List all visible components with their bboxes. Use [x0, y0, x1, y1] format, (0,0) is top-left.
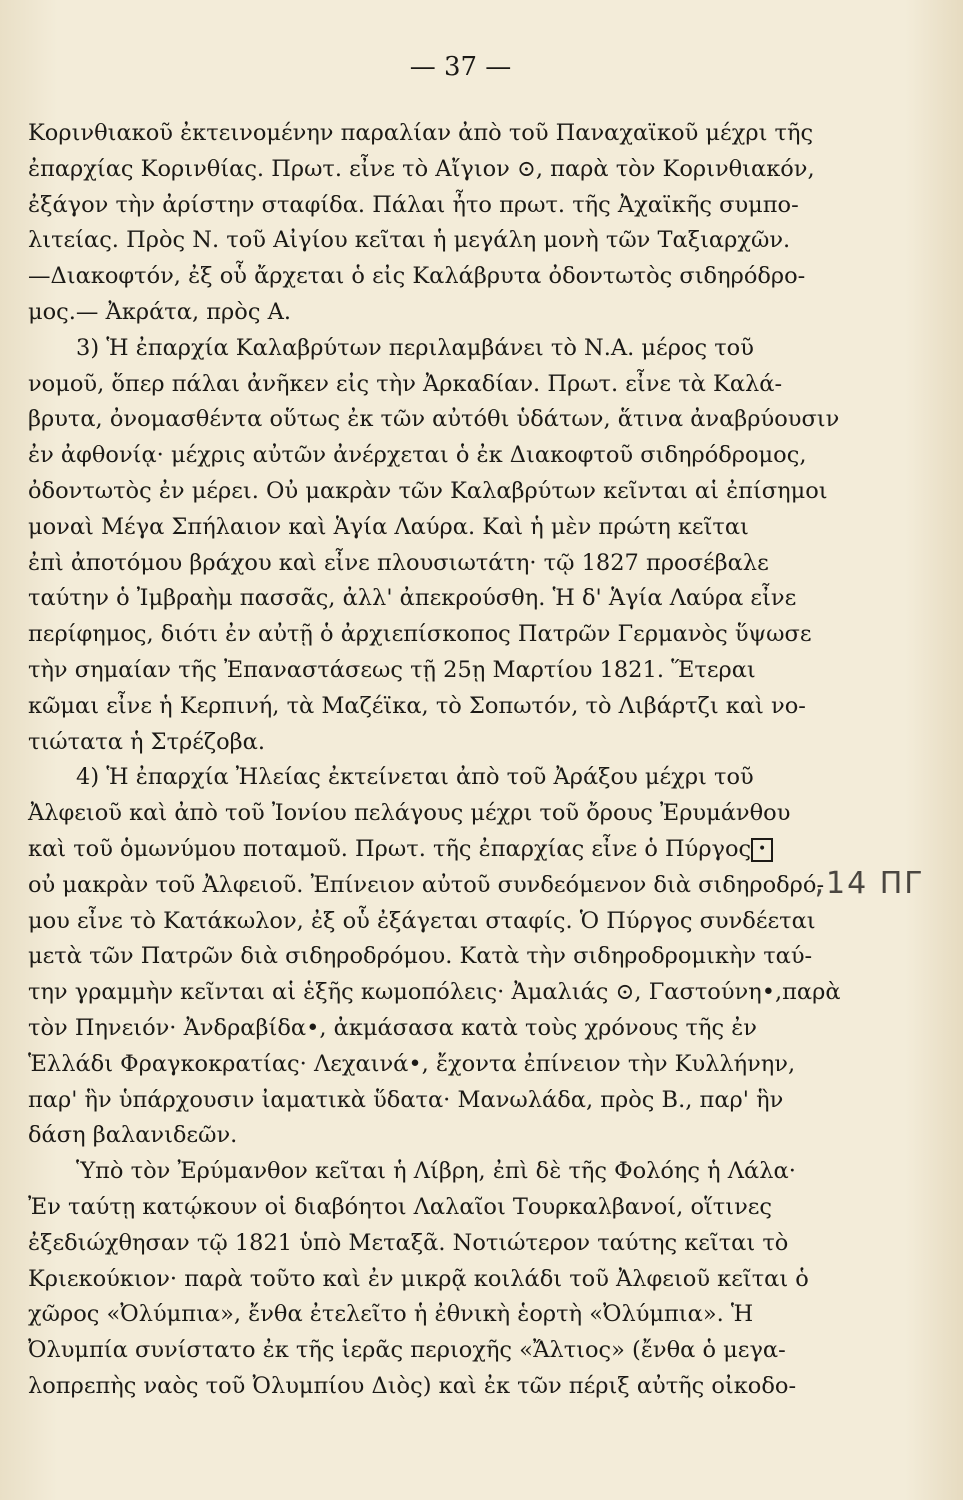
text-line: μου εἶνε τὸ Κατάκωλον, ἐξ οὗ ἐξάγεται σταφίς. Ὁ Πύργος συνδέεται: [28, 907, 816, 934]
text-line: κῶμαι εἶνε ἡ Κερπινή, τὰ Μαζέϊκα, τὸ Σοπωτόν, τὸ Λιβάρτζι καὶ νο-: [28, 692, 806, 719]
text-line: Κορινθιακοῦ ἐκτεινομένην παραλίαν ἀπὸ τοῦ Παναχαϊκοῦ μέχρι τῆς: [28, 120, 814, 146]
text-fragment: καὶ τοῦ ὁμωνύμου ποταμοῦ. Πρωτ. τῆς ἐπαρχίας εἶνε ὁ Πύργος: [28, 835, 752, 862]
text-line: χῶρος «Ὀλύμπια», ἔνθα ἐτελεῖτο ἡ ἐθνικὴ ἑορτὴ «Ὀλύμπια». Ἡ: [28, 1301, 754, 1328]
text-line: Ὑπὸ τὸν Ἐρύμανθον κεῖται ἡ Λίβρη, ἐπὶ δὲ τῆς Φολόης ἡ Λάλα·: [76, 1158, 796, 1185]
page-number: — 37 —: [409, 52, 512, 82]
text-line: τιώτατα ἡ Στρέζοβα.: [28, 728, 266, 755]
text-line: ἐπαρχίας Κορινθίας. Πρωτ. εἶνε τὸ Αἴγιον ⊙, παρὰ τὸν Κορινθιακόν,: [28, 155, 815, 182]
text-line: βρυτα, ὀνομασθέντα οὕτως ἐκ τῶν αὐτόθι ὑδάτων, ἅτινα ἀναβρύουσιν: [28, 406, 840, 433]
text-line: ταύτην ὁ Ἰμβραὴμ πασσᾶς, ἀλλ' ἀπεκρούσθη. Ἡ δ' Ἁγία Λαύρα εἶνε: [28, 585, 797, 612]
text-line: οὐ μακρὰν τοῦ Ἀλφειοῦ. Ἐπίνειον αὐτοῦ συνδεόμενον διὰ σιδηροδρό-: [28, 871, 825, 898]
text-line: Ὀλυμπία συνίστατο ἐκ τῆς ἱερᾶς περιοχῆς «Ἄλτιος» (ἔνθα ὁ μεγα-: [28, 1337, 786, 1364]
text-line: περίφημος, διότι ἐν αὐτῇ ὁ ἀρχιεπίσκοπος Πατρῶν Γερμανὸς ὕψωσε: [28, 621, 812, 648]
text-line: νομοῦ, ὅπερ πάλαι ἀνῆκεν εἰς τὴν Ἀρκαδίαν. Πρωτ. εἶνε τὰ Καλά-: [28, 370, 783, 397]
handwritten-margin-note: ,14 ΠΓ: [814, 866, 923, 901]
text-line: μοναὶ Μέγα Σπήλαιον καὶ Ἁγία Λαύρα. Καὶ ἡ μὲν πρώτη κεῖται: [28, 513, 749, 540]
text-line: Κριεκούκιον· παρὰ τοῦτο καὶ ἐν μικρᾷ κοιλάδι τοῦ Ἀλφειοῦ κεῖται ὁ: [28, 1265, 809, 1292]
text-line: παρ' ἣν ὑπάρχουσιν ἰαματικὰ ὕδατα· Μανωλάδα, πρὸς Β., παρ' ἣν: [28, 1086, 784, 1113]
text-line: λοπρεπὴς ναὸς τοῦ Ὀλυμπίου Διὸς) καὶ ἐκ τῶν πέριξ αὐτῆς οἰκοδο-: [28, 1372, 797, 1399]
text-line: την γραμμὴν κεῖνται αἱ ἑξῆς κωμοπόλεις· Ἀμαλιάς ⊙, Γαστούνη•,παρὰ: [28, 979, 841, 1006]
text-line: Ἑλλάδι Φραγκοκρατίας· Λεχαινά•, ἔχοντα ἐπίνειον τὴν Κυλλήνην,: [28, 1050, 796, 1077]
boxed-dot-symbol: •: [751, 838, 773, 862]
text-line: δάση βαλανιδεῶν.: [28, 1122, 238, 1149]
text-line: —Διακοφτόν, ἐξ οὗ ἄρχεται ὁ εἰς Καλάβρυτα ὀδοντωτὸς σιδηρόδρο-: [28, 263, 806, 290]
text-line: μος.— Ἀκράτα, πρὸς Α.: [28, 298, 291, 325]
text-line: 4) Ἡ ἐπαρχία Ἠλείας ἐκτείνεται ἀπὸ τοῦ Ἀράξου μέχρι τοῦ: [76, 764, 754, 791]
text-line: ἐν ἀφθονίᾳ· μέχρις αὐτῶν ἀνέρχεται ὁ ἐκ Διακοφτοῦ σιδηρόδρομος,: [28, 442, 807, 469]
body-text: [28, 116, 853, 1405]
text-line: ὀδοντωτὸς ἐν μέρει. Οὐ μακρὰν τῶν Καλαβρύτων κεῖνται αἱ ἐπίσημοι: [28, 477, 828, 504]
text-line: τὸν Πηνειόν· Ἀνδραβίδα•, ἀκμάσασα κατὰ τοὺς χρόνους τῆς ἐν: [28, 1014, 757, 1041]
text-line: ἐπὶ ἀποτόμου βράχου καὶ εἶνε πλουσιωτάτη· τῷ 1827 προσέβαλε: [28, 549, 769, 576]
text-line: λιτείας. Πρὸς Ν. τοῦ Αἰγίου κεῖται ἡ μεγάλη μονὴ τῶν Ταξιαρχῶν.: [28, 227, 791, 254]
text-line: μετὰ τῶν Πατρῶν διὰ σιδηροδρόμου. Κατὰ τὴν σιδηροδρομικὴν ταύ-: [28, 943, 813, 970]
text-line: τὴν σημαίαν τῆς Ἐπαναστάσεως τῇ 25ῃ Μαρτίου 1821. Ἕτεραι: [28, 656, 756, 683]
text-line: 3) Ἡ ἐπαρχία Καλαβρύτων περιλαμβάνει τὸ Ν.Α. μέρος τοῦ: [76, 334, 754, 361]
text-line: ἐξάγον τὴν ἀρίστην σταφίδα. Πάλαι ἦτο πρωτ. τῆς Ἀχαϊκῆς συμπο-: [28, 191, 799, 218]
text-line: Ἐν ταύτῃ κατῴκουν οἱ διαβόητοι Λαλαῖοι Τουρκαλβανοί, οἵτινες: [28, 1193, 773, 1220]
text-line: ἐξεδιώχθησαν τῷ 1821 ὑπὸ Μεταξᾶ. Νοτιώτερον ταύτης κεῖται τὸ: [28, 1229, 789, 1256]
text-line-with-box: [28, 832, 853, 868]
text-line: Ἀλφειοῦ καὶ ἀπὸ τοῦ Ἰονίου πελάγους μέχρι τοῦ ὄρους Ἐρυμάνθου: [28, 800, 791, 827]
